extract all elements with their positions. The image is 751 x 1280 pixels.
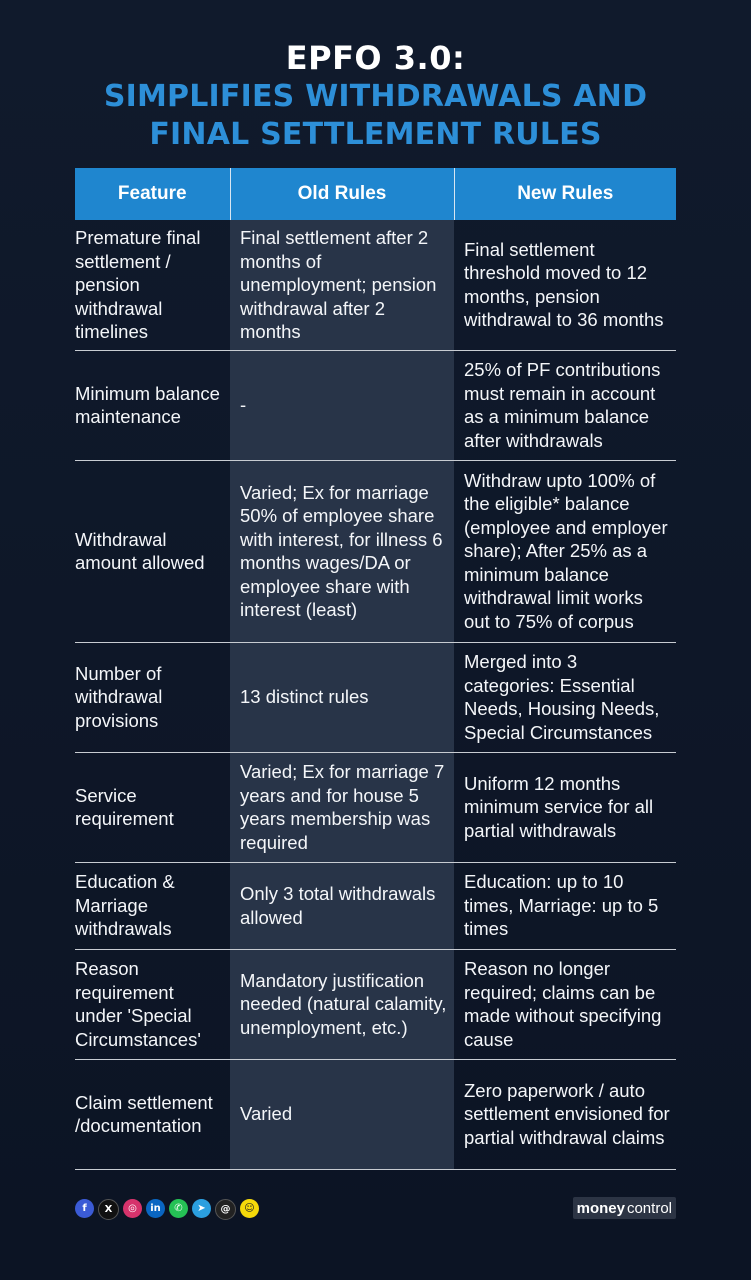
moneycontrol-logo xyxy=(573,1197,676,1219)
snapchat-icon[interactable]: ☺ xyxy=(240,1199,259,1218)
threads-icon[interactable]: @ xyxy=(215,1199,236,1220)
linkedin-icon[interactable]: in xyxy=(146,1199,165,1218)
table-header-row xyxy=(75,168,676,220)
table-row xyxy=(75,752,676,862)
new-rule-cell: Zero paperwork / auto settlement envisioned for partial withdrawal claims xyxy=(454,1059,676,1169)
footer xyxy=(75,1197,676,1225)
table-row xyxy=(75,1059,676,1169)
brand-part-1: money xyxy=(573,1197,627,1219)
header-new-rules: New Rules xyxy=(454,168,676,220)
old-rule-cell: Varied xyxy=(230,1059,454,1169)
feature-cell: Premature final settlement / pension withdrawal timelines xyxy=(75,220,230,350)
infographic-header xyxy=(0,38,751,154)
header-feature: Feature xyxy=(75,168,230,220)
new-rule-cell: Uniform 12 months minimum service for all partial withdrawals xyxy=(454,752,676,862)
table-row xyxy=(75,862,676,949)
x-icon[interactable]: X xyxy=(98,1199,119,1220)
feature-cell: Minimum balance maintenance xyxy=(75,350,230,460)
table-row xyxy=(75,949,676,1059)
social-links xyxy=(75,1199,259,1220)
feature-cell: Education & Marriage withdrawals xyxy=(75,862,230,949)
feature-cell: Reason requirement under 'Special Circumstances' xyxy=(75,949,230,1059)
feature-cell: Claim settlement /documentation xyxy=(75,1059,230,1169)
new-rule-cell: Reason no longer required; claims can be made without specifying cause xyxy=(454,949,676,1059)
table-row xyxy=(75,460,676,642)
new-rule-cell: Education: up to 10 times, Marriage: up to 5 times xyxy=(454,862,676,949)
feature-cell: Withdrawal amount allowed xyxy=(75,460,230,642)
table-row xyxy=(75,642,676,752)
whatsapp-icon[interactable]: ✆ xyxy=(169,1199,188,1218)
facebook-icon[interactable]: f xyxy=(75,1199,94,1218)
table-row xyxy=(75,350,676,460)
header-old-rules: Old Rules xyxy=(230,168,454,220)
old-rule-cell: - xyxy=(230,350,454,460)
old-rule-cell: Varied; Ex for marriage 7 years and for house 5 years membership was required xyxy=(230,752,454,862)
feature-cell: Number of withdrawal provisions xyxy=(75,642,230,752)
feature-cell: Service requirement xyxy=(75,752,230,862)
old-rule-cell: 13 distinct rules xyxy=(230,642,454,752)
table-row xyxy=(75,220,676,350)
title-line-1: EPFO 3.0: xyxy=(285,39,466,77)
old-rule-cell: Only 3 total withdrawals allowed xyxy=(230,862,454,949)
new-rule-cell: 25% of PF contributions must remain in account as a minimum balance after withdrawals xyxy=(454,350,676,460)
title-line-3: FINAL SETTLEMENT RULES xyxy=(149,117,602,152)
new-rule-cell: Final settlement threshold moved to 12 months, pension withdrawal to 36 months xyxy=(454,220,676,350)
old-rule-cell: Final settlement after 2 months of unemployment; pension withdrawal after 2 months xyxy=(230,220,454,350)
instagram-icon[interactable]: ◎ xyxy=(123,1199,142,1218)
new-rule-cell: Withdraw upto 100% of the eligible* balance (employee and employer share); After 25% as a minimum balance withdrawal limit works out to 75% of corpus xyxy=(454,460,676,642)
old-rule-cell: Mandatory justification needed (natural calamity, unemployment, etc.) xyxy=(230,949,454,1059)
telegram-icon[interactable]: ➤ xyxy=(192,1199,211,1218)
new-rule-cell: Merged into 3 categories: Essential Needs, Housing Needs, Special Circumstances xyxy=(454,642,676,752)
rules-comparison-table xyxy=(75,168,676,1170)
title-line-2: SIMPLIFIES WITHDRAWALS AND xyxy=(103,79,648,114)
old-rule-cell: Varied; Ex for marriage 50% of employee share with interest, for illness 6 months wages/DA or employee share with interest (least) xyxy=(230,460,454,642)
brand-part-2: control xyxy=(627,1197,676,1219)
